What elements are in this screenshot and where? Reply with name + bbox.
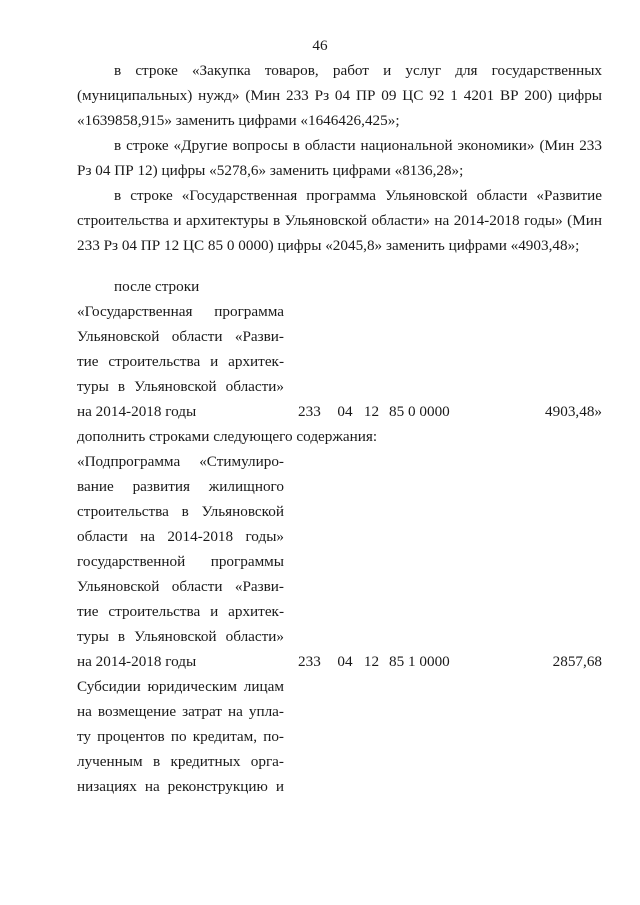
row-program-amount: 4903,48» (545, 403, 602, 420)
row-program-codes (298, 399, 479, 424)
row-subsidy-name-line: на возмещение затрат на упла- (77, 703, 284, 720)
paragraph-3: в строке «Государственная программа Ульяновской области «Развитие строительства и архитектуры в Ульяновской области» на 2014-2018 годы» (Мин 233 Рз 04 ПР 12 ЦС 85 0 0000) цифры «2045,8» заменить цифрами «4903,48»; (77, 187, 602, 254)
row-program-name-line: туры в Ульяновской области» (77, 378, 284, 395)
row-subprogram-codes (298, 649, 479, 674)
row-subprogram-name-line: тие строительства и архитек- (77, 603, 284, 620)
row-subsidy-name-line: ту процентов по кредитам, по- (77, 728, 284, 745)
row-subprogram-name-line: на 2014-2018 годы (77, 653, 197, 670)
row-program-name-line: Ульяновской области «Разви- (77, 328, 284, 345)
row-subsidy-name-line: лученным в кредитных орга- (77, 753, 284, 770)
row-subprogram-name (77, 449, 284, 674)
row-subprogram-name-line: вание развития жилищного (77, 478, 284, 495)
document-body (77, 58, 602, 799)
row-subprogram-name-line: строительства в Ульяновской (77, 503, 284, 520)
paragraph-1: в строке «Закупка товаров, работ и услуг для государственных (муниципальных) нужд» (Мин 233 Рз 04 ПР 09 ЦС 92 1 4201 ВР 200) цифры «1639858,915» заменить цифрами «1646426,425»; (77, 62, 602, 129)
row-subsidy-name (77, 674, 284, 799)
code-cs: 85 1 0000 (389, 653, 450, 670)
row-program-name-line: тие строительства и архитек- (77, 353, 284, 370)
row-subprogram-amount: 2857,68 (552, 653, 602, 670)
paragraph-2: в строке «Другие вопросы в области национальной экономики» (Мин 233 Рз 04 ПР 12) цифры «5278,6» заменить цифрами «8136,28»; (77, 137, 602, 179)
code-rz: 04 (337, 653, 353, 670)
code-rz: 04 (337, 403, 353, 420)
row-subprogram-name-line: туры в Ульяновской области» (77, 628, 284, 645)
row-subprogram-name-line: «Подпрограмма «Стимулиро- (77, 453, 284, 470)
row-subsidy-name-line: Субсидии юридическим лицам (77, 678, 284, 695)
row-subprogram-name-line: Ульяновской области «Разви- (77, 578, 284, 595)
row-program-name-line: «Государственная программа (77, 303, 284, 320)
table-row-subprogram (77, 449, 602, 674)
after-row-label: после строки (114, 278, 200, 295)
page-number: 46 (312, 37, 328, 54)
row-program-name (77, 299, 284, 424)
table-row-program (77, 299, 602, 424)
code-min: 233 (298, 653, 321, 670)
code-min: 233 (298, 403, 321, 420)
code-pr: 12 (363, 403, 380, 420)
row-subprogram-name-line: области на 2014-2018 годы» (77, 528, 284, 545)
row-subprogram-name-line: государственной программы (77, 553, 284, 570)
row-program-name-line: на 2014-2018 годы (77, 403, 197, 420)
code-pr: 12 (363, 653, 380, 670)
row-subsidy-name-line: низациях на реконструкцию и (77, 778, 284, 795)
table-row-subsidy (77, 674, 602, 799)
code-cs: 85 0 0000 (389, 403, 450, 420)
add-rows-label: дополнить строками следующего содержания: (77, 428, 378, 445)
